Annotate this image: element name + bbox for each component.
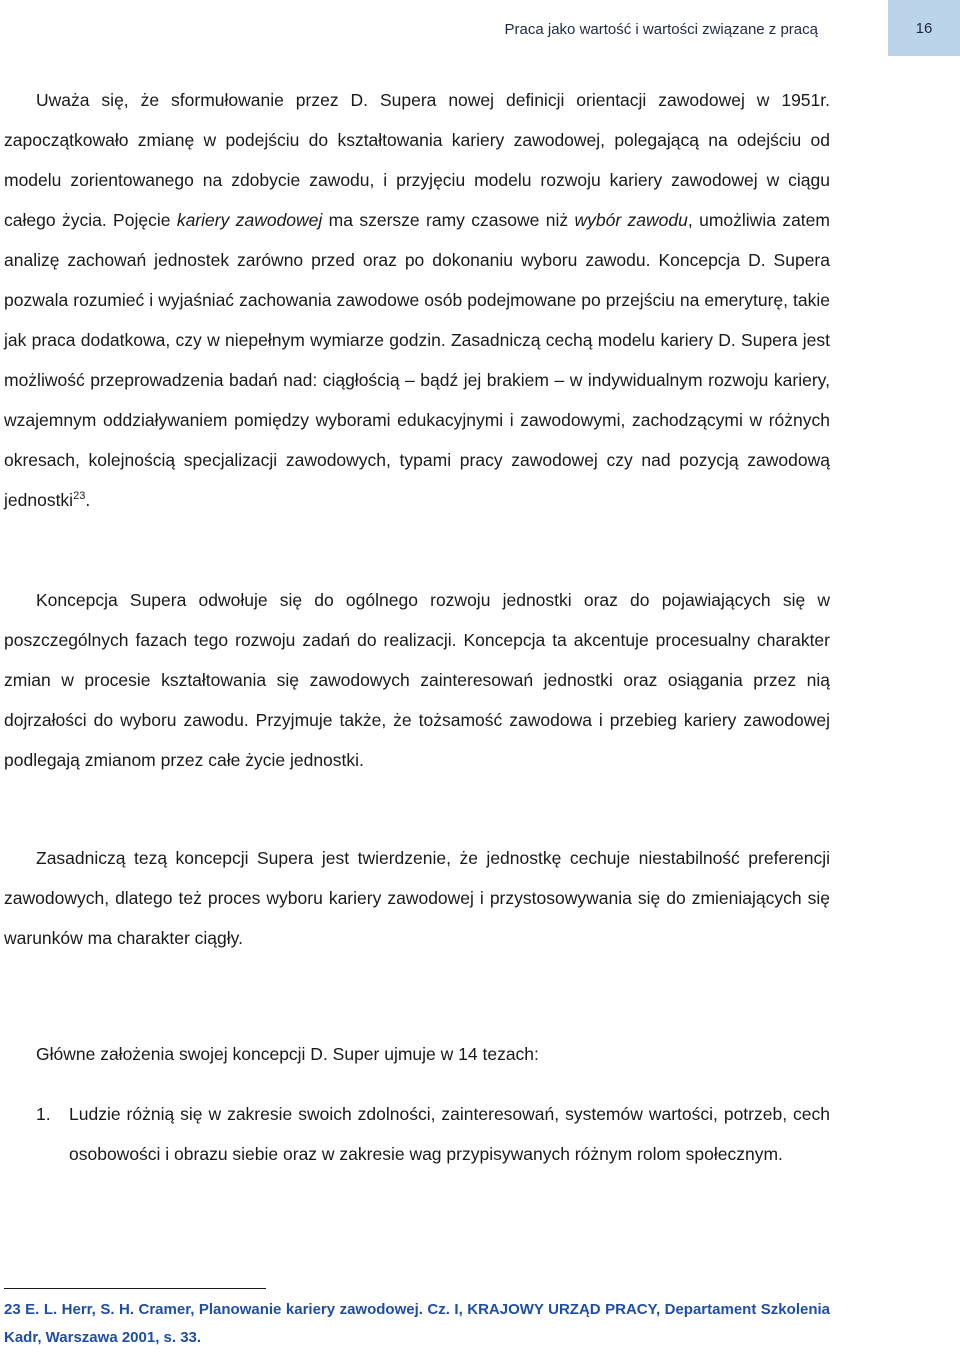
page-header xyxy=(0,0,960,66)
paragraph-3: Zasadniczą tezą koncepcji Supera jest twierdzenie, że jednostkę cechuje niestabilność preferencji zawodowych, dlatego też proces wyboru kariery zawodowej i przystosowywania się do zmieniających się warunków ma charakter ciągły. xyxy=(4,848,830,948)
term-wybor-zawodu: wybór zawodu xyxy=(574,210,688,230)
list-item-text: Ludzie różnią się w zakresie swoich zdolności, zainteresowań, systemów wartości, potrzeb, cech osobowości i obrazu siebie oraz w zakresie wag przypisywanych różnym rolom społecznym. xyxy=(69,1104,830,1164)
paragraph-1 xyxy=(4,80,830,520)
paragraph-1-text-e: , umożliwia zatem analizę zachowań jednostek zarówno przed oraz po dokonaniu wyboru zawodu. Koncepcja D. Supera pozwala rozumieć i wyjaśniać zachowania zawodowe osób podejmowane po przejściu na emeryturę, takie jak praca dodatkowa, czy w niepełnym wymiarze godzin. Zasadniczą cechą modelu kariery D. Supera jest możliwość przeprowadzenia badań nad: ciągłością – bądź jej brakiem – w indywidualnym rozwoju kariery, wzajemnym oddziaływaniem pomiędzy wyborami edukacyjnymi i zawodowymi, zachodzącymi w różnych okresach, kolejnością specjalizacji zawodowych, typami pracy zawodowej czy nad pozycją zawodową jednostki xyxy=(4,210,830,510)
running-header-title: Praca jako wartość i wartości związane z pracą xyxy=(504,21,818,38)
paragraph-2: Koncepcja Supera odwołuje się do ogólnego rozwoju jednostki oraz do pojawiających się w poszczególnych fazach tego rozwoju zadań do realizacji. Koncepcja ta akcentuje procesualny charakter zmian w procesie kształtowania się zawodowych zainteresowań jednostki oraz osiągania przez nią dojrzałości do wyboru zawodu. Przyjmuje także, że tożsamość zawodowa i przebieg kariery zawodowej podlegają zmianom przez całe życie jednostki. xyxy=(4,590,830,770)
list-item xyxy=(36,1094,830,1174)
paragraph-4: Główne założenia swojej koncepcji D. Super ujmuje w 14 tezach: xyxy=(36,1044,539,1064)
page-number: 16 xyxy=(888,0,960,56)
paragraph-1-text-a: Uważa się, że sformułowanie przez D. Supera nowej definicji orientacji zawodowej w 1951r. zapoczątkowało zmianę w podejściu do kształtowania kariery zawodowej, polegającą na odejściu od modelu zorientowanego na zdobycie zawodu, i przyjęciu modelu rozwoju kariery zawodowej w ciągu całego życia. Pojęcie xyxy=(4,90,830,230)
footnote-reference[interactable]: 23 xyxy=(73,490,86,503)
paragraph-1-text-c: ma szersze ramy czasowe niż xyxy=(322,210,575,230)
footnote-23: 23 E. L. Herr, S. H. Cramer, Planowanie kariery zawodowej. Cz. I, KRAJOWY URZĄD PRACY, Departament Szkolenia Kadr, Warszawa 2001, s. 33. xyxy=(4,1301,830,1346)
term-kariery-zawodowej: kariery zawodowej xyxy=(176,210,323,230)
list-item-number: 1. xyxy=(36,1104,51,1124)
paragraph-1-end: . xyxy=(85,490,91,510)
footnote-divider xyxy=(4,1288,266,1289)
